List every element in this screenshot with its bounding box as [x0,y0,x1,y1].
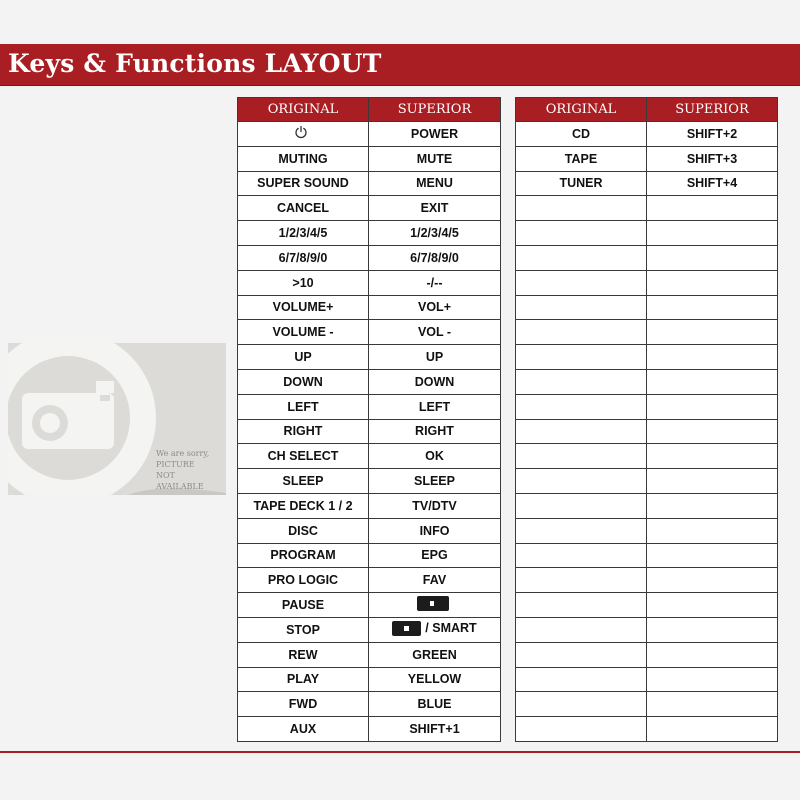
cell-original [238,692,369,717]
cell-content [427,276,443,290]
table-row [238,642,501,667]
cell-superior [369,295,501,320]
key-label: SLEEP [282,474,324,489]
cell-superior [647,295,778,320]
cell-superior [369,270,501,295]
cell-superior [369,221,501,246]
key-label: SHIFT+3 [686,151,738,166]
cell-content [409,722,459,736]
key-label: POWER [410,126,459,141]
cell-content [257,176,349,190]
table-row [516,717,778,742]
cell-original [238,122,369,147]
key-label: FWD [288,697,318,712]
cell-content [292,276,313,290]
key-label: 1/2/3/4/5 [278,226,328,241]
cell-superior [369,593,501,618]
cell-original [516,518,647,543]
cell-content [392,621,476,636]
cell-superior [647,717,778,742]
cell-original [238,146,369,171]
cell-content [290,722,316,736]
page-title: Keys & Functions LAYOUT [8,49,382,78]
cell-content [268,573,338,587]
key-label: REW [288,647,318,662]
cell-content [410,251,459,265]
table-row [516,320,778,345]
cell-original [516,568,647,593]
table-row [238,593,501,618]
table-row [238,196,501,221]
cell-superior [369,345,501,370]
cell-superior [369,146,501,171]
table-row [516,419,778,444]
cell-original [516,419,647,444]
key-label: VOL - [417,325,452,340]
table-row [238,122,501,147]
cell-original [516,667,647,692]
cell-superior [369,667,501,692]
cell-content [253,499,352,513]
cell-content [415,375,455,389]
cell-content [559,176,602,190]
key-label: DOWN [414,374,455,389]
cell-content [283,474,324,488]
power-icon [294,125,308,139]
key-label: GREEN [412,647,457,662]
key-label: CANCEL [276,201,330,216]
cell-content [268,449,339,463]
key-label: 6/7/8/9/0 [278,250,328,265]
cell-original [238,295,369,320]
key-label: CH SELECT [267,449,339,464]
cell-content [418,325,451,339]
table-row [516,444,778,469]
table-row [516,245,778,270]
key-label: STOP [286,622,320,637]
table-row [516,196,778,221]
table-row [238,146,501,171]
key-label: DOWN [283,374,323,389]
cell-original [516,642,647,667]
key-label: DISC [288,523,318,538]
key-label: RIGHT [415,424,454,439]
cell-content [572,127,590,141]
key-label: YELLOW [407,672,462,687]
cell-original [238,270,369,295]
key-label: TUNER [559,176,603,191]
cell-original [516,717,647,742]
key-label: SHIFT+2 [686,126,738,141]
cell-original [516,122,647,147]
key-mapping-table-left [237,97,501,742]
cell-superior [369,394,501,419]
cell-content [277,201,329,215]
key-label: PROGRAM [270,548,336,563]
cell-superior [647,270,778,295]
cell-content [417,596,453,611]
cell-content [294,350,311,364]
cell-original [516,295,647,320]
table-row [238,320,501,345]
cell-original [516,221,647,246]
cell-superior [369,444,501,469]
cell-original [516,320,647,345]
table-header-row [238,98,501,122]
cell-superior [647,444,778,469]
footer-divider [0,751,800,753]
table-row [238,543,501,568]
column-header-superior: SUPERIOR [369,98,501,122]
cell-content [687,152,737,166]
cell-content [565,152,597,166]
cell-content [270,548,335,562]
table-row [238,369,501,394]
cell-original [238,568,369,593]
placeholder-line: AVAILABLE [156,482,204,491]
cell-superior [647,394,778,419]
cell-superior [369,717,501,742]
cell-content [287,400,318,414]
table-row [516,593,778,618]
cell-content [410,226,459,240]
key-label: SHIFT+4 [686,176,738,191]
table-row [516,518,778,543]
table-row [516,394,778,419]
cell-original [516,617,647,642]
table-row [238,394,501,419]
cell-superior [369,419,501,444]
cell-original [516,469,647,494]
cell-content [289,697,317,711]
cell-original [516,270,647,295]
table-row [238,469,501,494]
key-label: EPG [421,548,448,563]
cell-original [516,493,647,518]
cell-content [417,697,451,711]
table-row [516,642,778,667]
cell-superior [647,171,778,196]
cell-content [284,424,323,438]
key-label: VOLUME - [272,325,334,340]
stop-button-icon [392,621,421,636]
cell-superior [647,245,778,270]
cell-superior [647,221,778,246]
cell-original [238,667,369,692]
table-row [238,444,501,469]
cell-original [238,394,369,419]
table-row [516,469,778,494]
cell-superior [647,419,778,444]
cell-original [516,444,647,469]
header-banner [0,44,800,86]
cell-superior [647,146,778,171]
cell-original [516,345,647,370]
cell-content [283,375,323,389]
key-label: PRO LOGIC [267,573,339,588]
cell-content [426,350,443,364]
cell-content [687,176,737,190]
cell-original [238,593,369,618]
cell-content [418,300,451,314]
cell-superior [369,543,501,568]
cell-superior [369,245,501,270]
table-row [516,617,778,642]
cell-content [412,648,456,662]
key-label: AUX [289,722,317,737]
key-label: TAPE DECK 1 / 2 [253,498,353,513]
cell-original [516,692,647,717]
placeholder-line: PICTURE [156,460,195,469]
cell-original [238,444,369,469]
key-label: UP [294,350,312,365]
key-label: MUTING [278,151,328,166]
table-row [516,667,778,692]
cell-content [411,127,458,141]
key-label: VOLUME+ [272,300,334,315]
cell-superior [647,543,778,568]
cell-content [687,127,737,141]
cell-content [417,152,452,166]
cell-superior [647,320,778,345]
cell-original [238,419,369,444]
key-label: / SMART [425,621,477,636]
table-row [238,667,501,692]
table-row [238,717,501,742]
cell-superior [369,617,501,642]
key-label: LEFT [418,399,451,414]
cell-original [238,717,369,742]
column-header-original: ORIGINAL [238,98,369,122]
cell-original [238,320,369,345]
cell-superior [647,469,778,494]
key-mapping-table-right [515,97,778,742]
table-row [238,617,501,642]
cell-content [288,524,318,538]
key-label: RIGHT [283,424,323,439]
key-label: EXIT [420,201,449,216]
cell-content [414,474,455,488]
table-row [238,270,501,295]
cell-superior [369,196,501,221]
cell-content [421,548,447,562]
cell-content [412,499,456,513]
cell-content [415,424,454,438]
cell-superior [647,369,778,394]
table-row [238,493,501,518]
placeholder-line: We are sorry, [156,449,210,458]
key-label: OK [425,449,444,464]
table-row [516,369,778,394]
table-row [238,221,501,246]
table-row [516,171,778,196]
cell-superior [647,593,778,618]
table-row [516,543,778,568]
table-row [516,221,778,246]
key-label: BLUE [417,697,452,712]
cell-superior [369,171,501,196]
cell-content [408,672,461,686]
cell-original [516,171,647,196]
table-row [516,345,778,370]
cell-superior [647,568,778,593]
key-label: PLAY [286,672,320,687]
cell-content [420,524,450,538]
column-header-superior: SUPERIOR [647,98,778,122]
cell-original [238,469,369,494]
cell-original [516,593,647,618]
cell-superior [369,692,501,717]
picture-not-available-placeholder [8,343,226,495]
column-header-original: ORIGINAL [516,98,647,122]
table-row [516,568,778,593]
cell-original [238,493,369,518]
cell-superior [369,469,501,494]
key-label: -/-- [426,275,443,290]
cell-original [516,146,647,171]
cell-superior [647,196,778,221]
cell-original [238,518,369,543]
key-label: MENU [416,176,453,191]
cell-content [279,226,328,240]
key-label: VOL+ [418,300,451,315]
cell-content [286,623,320,637]
cell-original [238,221,369,246]
cell-superior [369,320,501,345]
cell-content [423,573,446,587]
cell-original [238,171,369,196]
table-row [516,270,778,295]
table-row [516,692,778,717]
cell-superior [369,642,501,667]
cell-superior [647,667,778,692]
key-label: >10 [292,275,314,290]
key-label: MUTE [416,151,453,166]
table-row [238,171,501,196]
cell-original [516,394,647,419]
key-label: FAV [422,573,447,588]
cell-superior [647,518,778,543]
cell-original [238,369,369,394]
key-label: SHIFT+1 [409,722,460,737]
cell-content [416,176,453,190]
table-row [516,122,778,147]
cell-content [272,325,333,339]
cell-original [516,543,647,568]
cell-superior [369,518,501,543]
table-row [238,518,501,543]
table-row [238,692,501,717]
key-label: TV/DTV [412,498,457,513]
key-label: SUPER SOUND [257,176,349,191]
table-row [516,146,778,171]
cell-content [425,449,444,463]
cell-superior [369,568,501,593]
cell-original [516,245,647,270]
pause-button-icon [417,596,449,611]
table-row [516,295,778,320]
cell-superior [647,493,778,518]
cell-original [238,345,369,370]
cell-superior [647,617,778,642]
table-row [516,493,778,518]
key-label: CD [571,126,591,141]
cell-superior [369,369,501,394]
cell-superior [647,122,778,147]
key-label: TAPE [564,151,598,166]
key-label: SLEEP [414,474,455,489]
cell-content [279,251,328,265]
table-row [238,568,501,593]
table-row [238,345,501,370]
table-header-row [516,98,778,122]
cell-original [238,543,369,568]
key-label: UP [425,350,444,365]
placeholder-caption [156,448,226,492]
key-label: 1/2/3/4/5 [410,226,459,241]
cell-superior [369,122,501,147]
placeholder-line: NOT [156,471,175,480]
cell-superior [647,642,778,667]
table-row [238,245,501,270]
cell-content [278,152,327,166]
cell-content [282,598,324,612]
cell-superior [369,493,501,518]
cell-original [238,617,369,642]
cell-superior [647,345,778,370]
cell-content [273,300,334,314]
cell-original [238,642,369,667]
cell-content [288,648,317,662]
table-row [238,419,501,444]
cell-original [516,369,647,394]
cell-superior [647,692,778,717]
key-label: LEFT [287,399,319,414]
key-label: PAUSE [281,598,325,613]
cell-content [294,125,312,139]
key-label: 6/7/8/9/0 [410,250,459,265]
cell-original [238,245,369,270]
cell-content [421,201,449,215]
cell-original [516,196,647,221]
key-label: INFO [419,523,450,538]
cell-content [287,672,319,686]
cell-original [238,196,369,221]
table-row [238,295,501,320]
cell-content [419,400,450,414]
